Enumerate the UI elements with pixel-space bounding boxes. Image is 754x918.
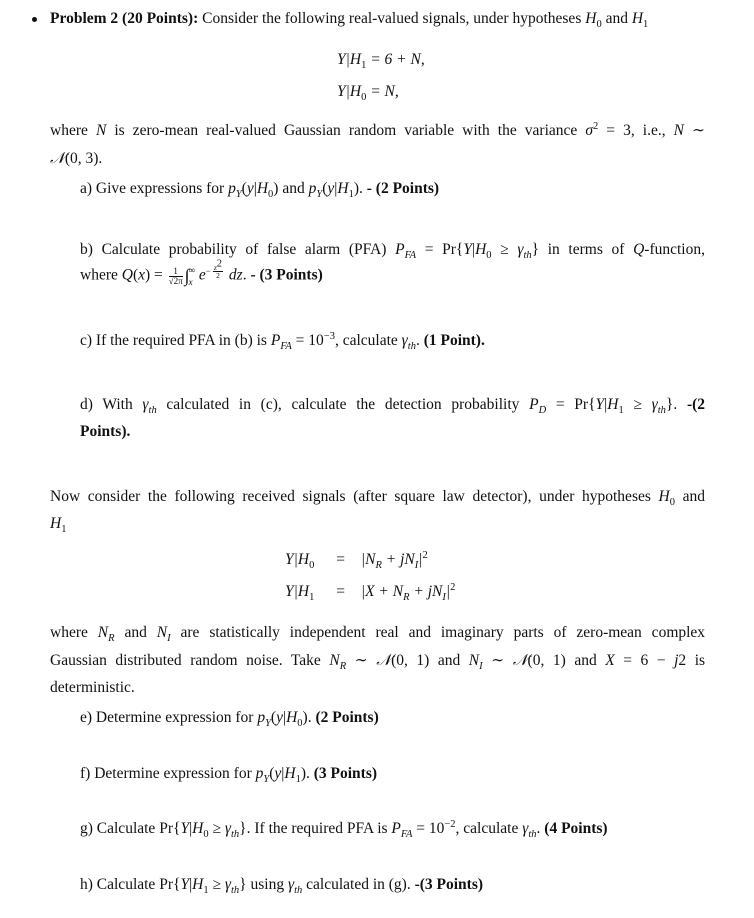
part2-intro-line1: Now consider the following received signals (after square law detector), under hypotheses $H_0$ and <box>50 488 706 509</box>
part-b-line1: b) Calculate probability of false alarm (PFA) $P_{FA} = Pr\{Y|H_0 \ge \gamma_{th}\}$ in terms of Q-function, <box>80 241 705 262</box>
hyp-h1: $H_1$ <box>631 10 649 31</box>
where-noise-line1: where N is zero-mean real-valued Gaussian random variable with the variance $\sigma^2 = 3$, i.e., N ∼ <box>50 120 706 139</box>
part-a: a) Give expressions for $p_Y(y|H_0)$ and $p_Y(y|H_1)$. - (2 Points) <box>80 180 440 201</box>
equation-received-h1: $Y|H_1 = |X + N_R + jN_I|^2$ <box>285 581 456 604</box>
hyp-h0: $H_0$ <box>585 10 602 31</box>
equation-h1: $Y|H_1 = 6 + N$, <box>337 51 425 72</box>
bullet-icon <box>32 17 37 22</box>
where-noise-line2: 𝒩(0, 3). <box>50 149 103 167</box>
part-e: e) Determine expression for $p_Y(y|H_0)$. (2 Points) <box>80 709 379 730</box>
part2-where-line1: where $N_R$ and $N_I$ are statistically independent real and imaginary parts of zero-mean complex <box>50 624 706 645</box>
part-d-line1: d) With $\gamma_{th}$ calculated in (c), calculate the detection probability $P_D = Pr\{Y|H_1 \ge \gamma_{th}\}$. -(2 <box>80 396 706 417</box>
problem-header: Problem 2 (20 Points): Consider the following real-valued signals, under hypotheses $H_0$ and $H_1$ <box>50 10 649 31</box>
part-f: f) Determine expression for $p_Y(y|H_1)$. (3 Points) <box>80 765 378 786</box>
part-g: g) Calculate $Pr\{Y|H_0 \ge \gamma_{th}\}$. If the required PFA is $P_{FA} = 10^{-2}$, calculate $\gamma_{th}$. (4 Points) <box>80 818 608 841</box>
part-d-line2: Points). <box>80 423 131 440</box>
part-h: h) Calculate $Pr\{Y|H_1 \ge \gamma_{th}\}$ using $\gamma_{th}$ calculated in (g). -(3 Points) <box>80 876 484 897</box>
part-b-line2: where Q(x) = $\frac{1}{√2\pi}$ ∫ ∞ x $e^{- \frac{z^2}{2}}$ dz. - (3 Points) <box>80 258 323 287</box>
problem-title: Problem 2 (20 Points): <box>50 10 199 27</box>
equation-received-h0: $Y|H_0 = |N_R + jN_I|^2$ <box>285 549 428 572</box>
part2-intro-line2: $H_1$ <box>50 515 67 536</box>
problem-intro: Consider the following real-valued signals, under hypotheses <box>198 10 582 27</box>
part-c: c) If the required PFA in (b) is $P_{FA} = 10^{-3}$, calculate $\gamma_{th}$. (1 Point). <box>80 330 485 353</box>
part2-where-line3: deterministic. <box>50 679 135 696</box>
equation-h0: $Y|H_0 = N$, <box>337 83 399 104</box>
part2-where-line2: Gaussian distributed random noise. Take $N_R$ ∼ 𝒩(0, 1) and $N_I$ ∼ 𝒩(0, 1) and X = 6 − j2 is <box>50 651 706 673</box>
